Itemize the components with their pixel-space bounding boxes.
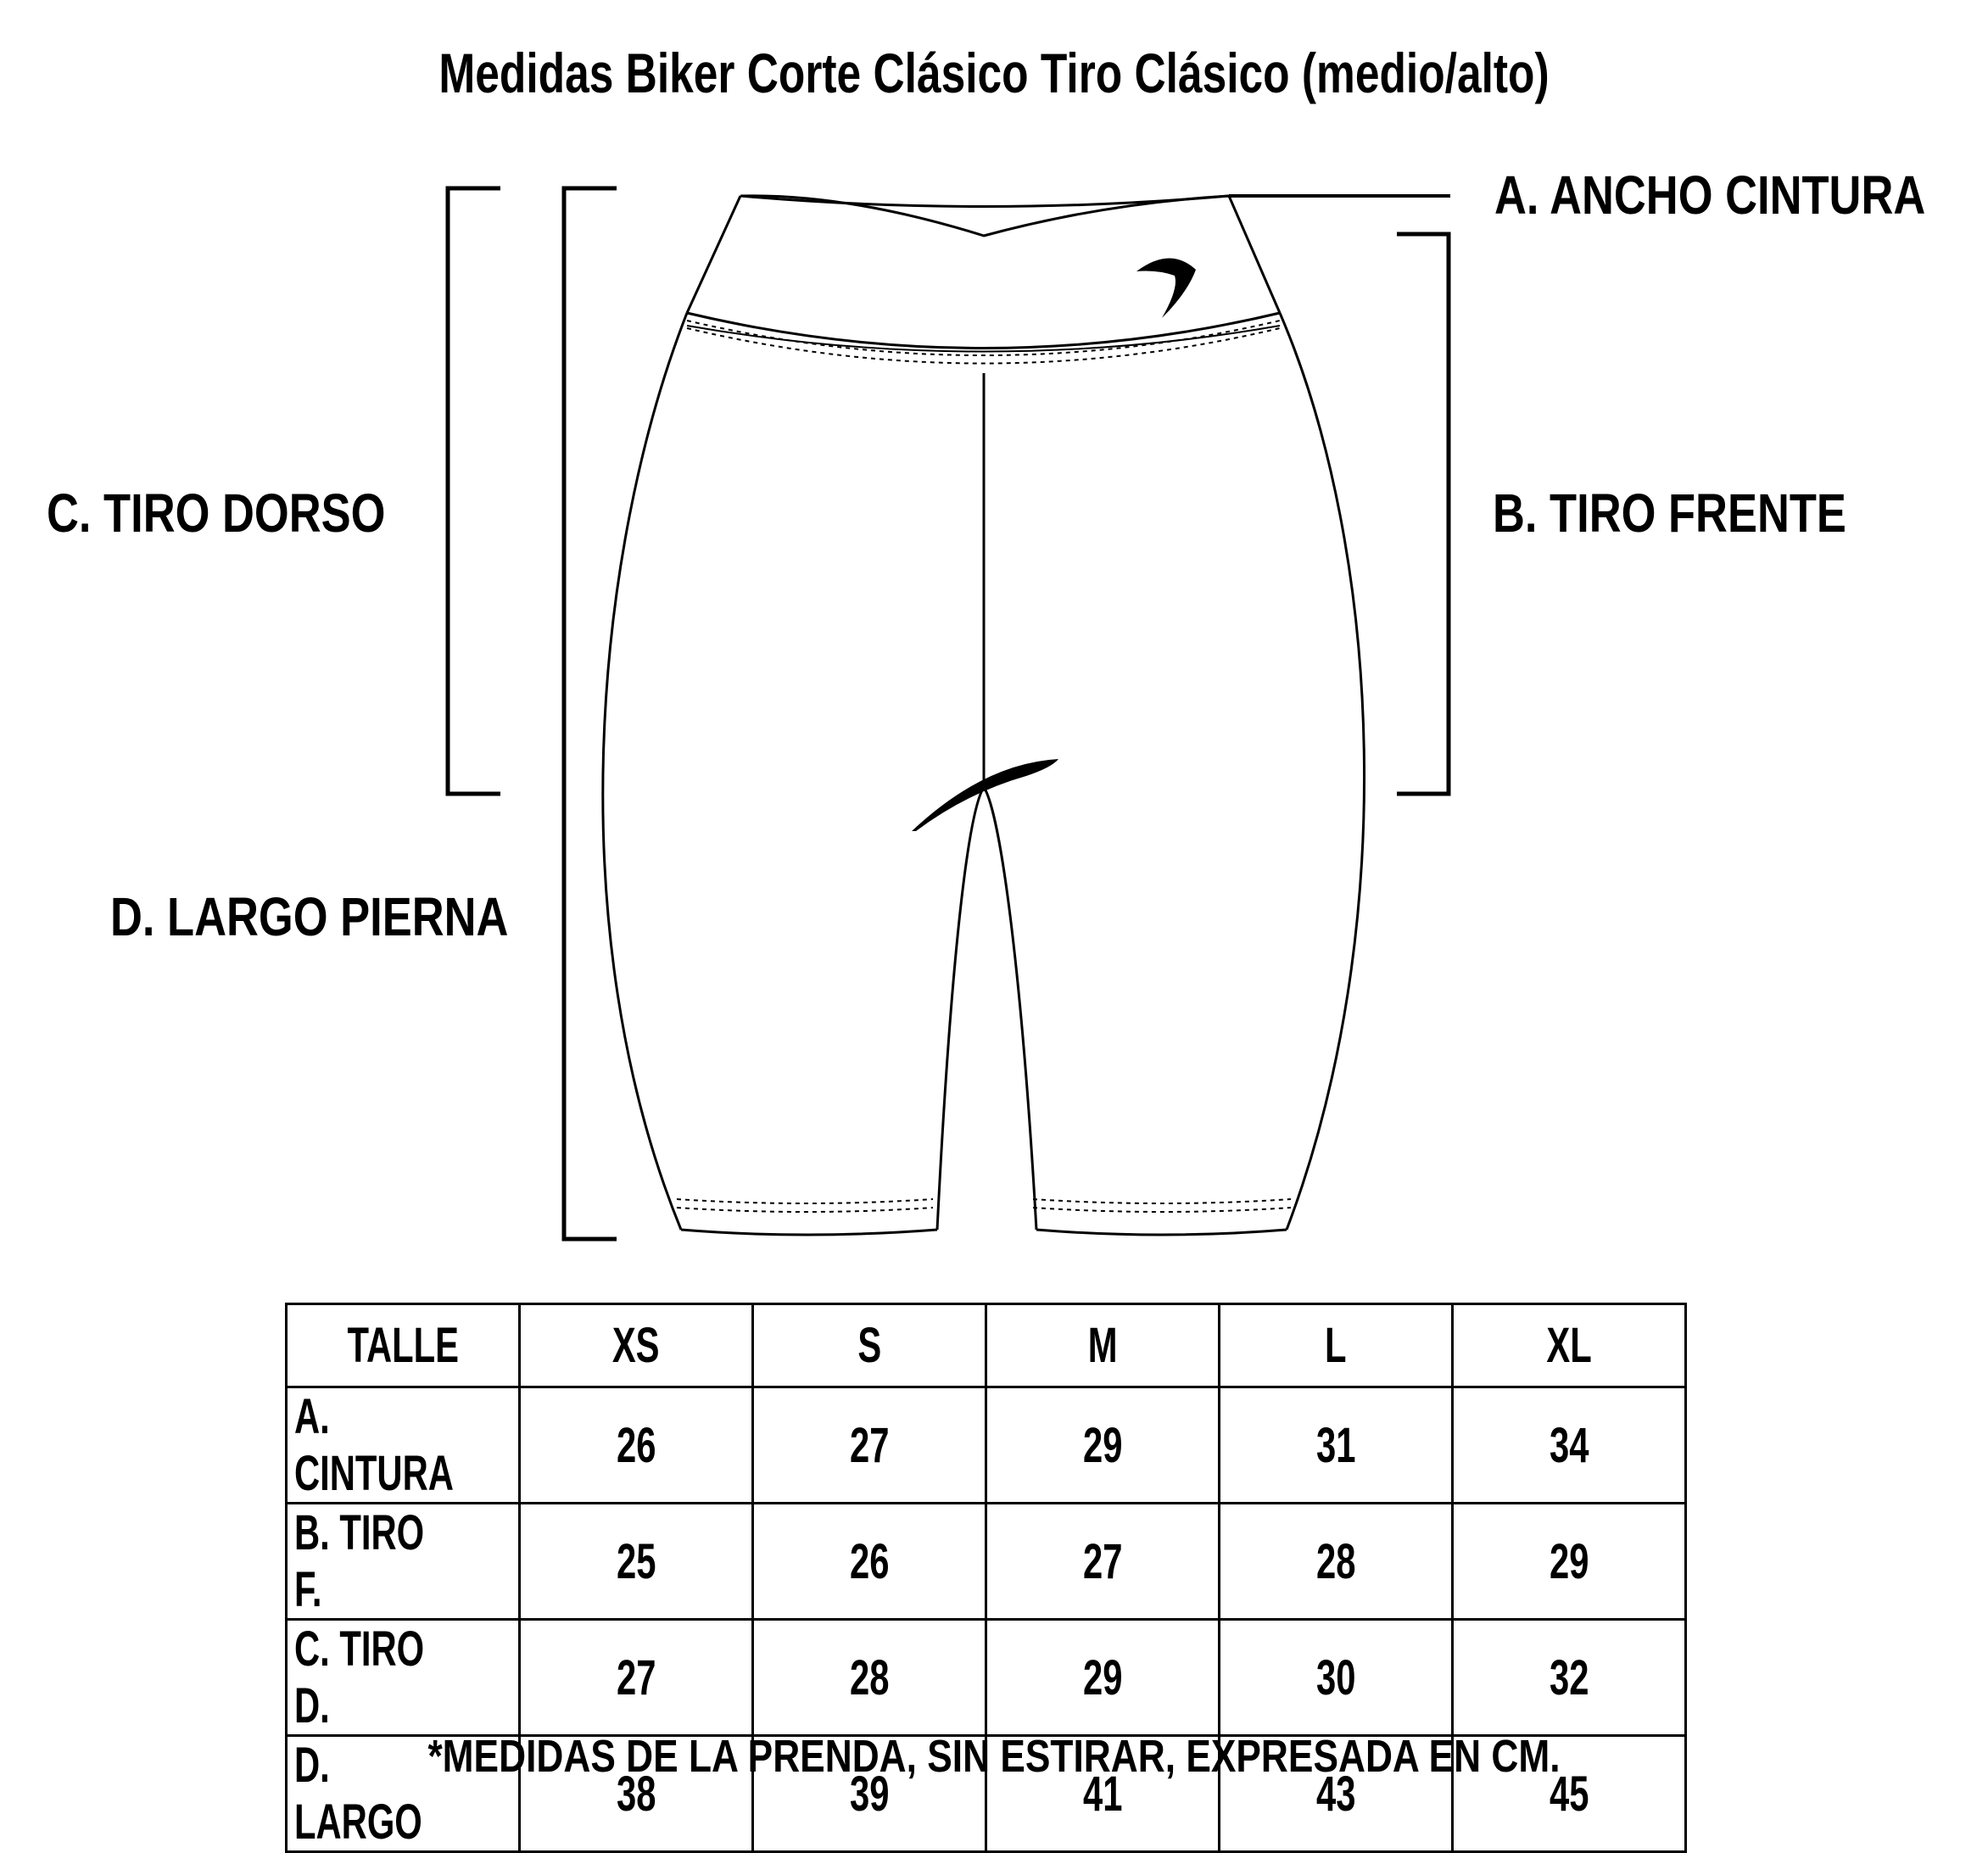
header-cell: M [986,1304,1220,1387]
table-cell: 29 [986,1387,1220,1504]
table-row [287,1620,1686,1736]
table-header-row [287,1304,1686,1387]
table-cell: 29 [1453,1504,1686,1620]
header-cell: TALLE [287,1304,520,1387]
table-cell: 34 [1453,1387,1686,1504]
row-label: B. TIRO F. [287,1504,520,1620]
label-tiro-frente: B. TIRO FRENTE [1493,483,1846,544]
table-row [287,1504,1686,1620]
table-cell: 28 [1220,1504,1453,1620]
table-cell: 31 [1220,1387,1453,1504]
header-cell: L [1220,1304,1453,1387]
table-cell: 25 [520,1504,753,1620]
table-cell: 45 [1453,1736,1686,1852]
row-label: C. TIRO D. [287,1620,520,1736]
header-cell: XS [520,1304,753,1387]
table-cell: 30 [1220,1620,1453,1736]
table-cell: 29 [986,1620,1220,1736]
header-cell: XL [1453,1304,1686,1387]
table-cell: 26 [520,1387,753,1504]
table-cell: 26 [753,1504,986,1620]
table-cell: 27 [986,1504,1220,1620]
row-label: A. CINTURA [287,1387,520,1504]
row-label: D. LARGO [287,1736,520,1852]
table-cell: 41 [986,1736,1220,1852]
table-cell: 32 [1453,1620,1686,1736]
table-cell: 27 [753,1387,986,1504]
label-tiro-dorso: C. TIRO DORSO [47,483,386,544]
table-cell: 39 [753,1736,986,1852]
page-title: Medidas Biker Corte Clásico Tiro Clásico (medio/alto) [438,42,1550,104]
table-cell: 43 [1220,1736,1453,1852]
label-largo-pierna: D. LARGO PIERNA [110,886,509,947]
table-cell: 38 [520,1736,753,1852]
table-cell: 27 [520,1620,753,1736]
table-row [287,1387,1686,1504]
logo-icon [1136,258,1196,318]
header-cell: S [753,1304,986,1387]
table-cell: 28 [753,1620,986,1736]
label-ancho-cintura: A. ANCHO CINTURA [1494,165,1926,226]
footnote: *MEDIDAS DE LA PRENDA, SIN ESTIRAR, EXPRESADA EN CM. [427,1731,1561,1782]
